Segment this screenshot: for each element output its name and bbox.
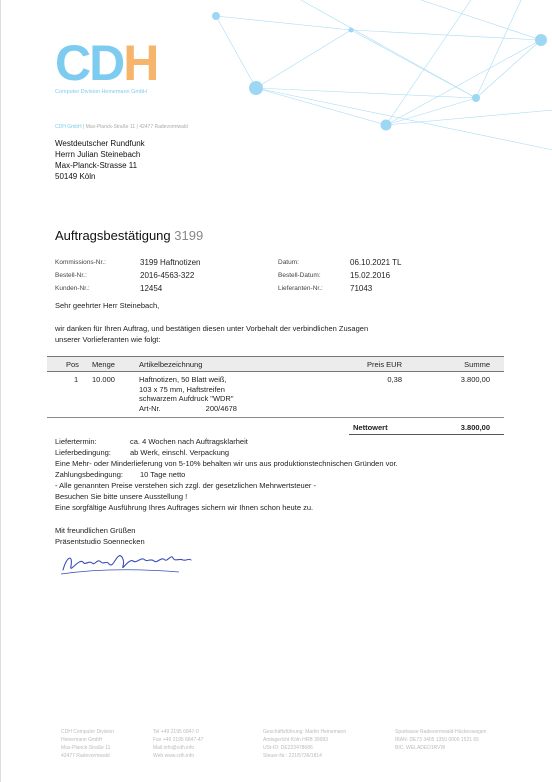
meta-label: Datum:: [278, 259, 299, 266]
footer-contact: [153, 728, 203, 760]
artnr-value: 200/4678: [205, 403, 237, 413]
net-underline: [349, 434, 504, 435]
footer-line: Tel +49 2195 6847-0: [153, 729, 199, 735]
row-summe: 3.800,00: [460, 375, 490, 384]
footer-line: Web www.cdh.info: [153, 753, 195, 759]
meta-value: 71043: [350, 284, 373, 293]
header-summe: Summe: [464, 360, 490, 369]
terms-block: [55, 436, 398, 513]
items-table: [47, 356, 504, 420]
closing-line: Präsentstudio Soennecken: [55, 537, 145, 546]
document-number: 3199: [174, 228, 204, 243]
row-preis: 0,38: [387, 375, 402, 384]
term-value: 10 Tage netto: [140, 470, 186, 479]
term-label: Zahlungsbedingung:: [55, 470, 123, 479]
term-line: [55, 469, 398, 480]
footer-line: Geschäftsführung: Martin Heinemann: [263, 729, 347, 735]
recipient-line: 50149 Köln: [55, 172, 96, 181]
artnr-label: Art-Nr.: [139, 403, 161, 413]
meta-label: Lieferanten-Nr.:: [278, 285, 323, 292]
meta-value: 2016-4563-322: [140, 271, 195, 280]
sender-line: [55, 124, 188, 130]
meta-label: Bestell-Nr.:: [55, 272, 87, 279]
handwritten-signature: [59, 548, 199, 578]
term-line: [55, 436, 398, 447]
meta-label: Kommissions-Nr.:: [55, 259, 106, 266]
recipient-address: [55, 138, 145, 182]
desc-line: Haftnotizen, 50 Blatt weiß,: [139, 375, 227, 384]
desc-line: [139, 404, 237, 414]
header-preis: Preis EUR: [366, 360, 402, 369]
header-pos: Pos: [66, 360, 79, 369]
meta-label: Kunden-Nr.:: [55, 285, 90, 292]
term-line: - Alle genannten Preise verstehen sich zzgl. der gesetzlichen Mehrwertsteuer -: [55, 481, 316, 490]
meta-value: 3199 Haftnotizen: [140, 258, 201, 267]
meta-right-values: [350, 256, 401, 295]
desc-line: schwarzem Aufdruck "WDR": [139, 394, 234, 403]
term-value: ca. 4 Wochen nach Auftragsklarheit: [130, 437, 248, 446]
logo-letter-h: H: [123, 35, 158, 91]
term-line: Besuchen Sie bitte unsere Ausstellung !: [55, 492, 188, 501]
logo-letters-cd: CD: [55, 35, 124, 91]
footer-bank: [395, 728, 486, 752]
intro-line: wir danken für Ihren Auftrag, und bestätigen diesen unter Vorbehalt der verbindlichen Zusagen: [55, 324, 369, 333]
recipient-line: Westdeutscher Rundfunk: [55, 139, 145, 148]
footer-legal: [263, 728, 346, 760]
sender-address: | Max-Planck-Straße 11 | 42477 Radevormwald: [83, 124, 188, 130]
logo-subtitle: Computer Division Heinemann GmbH: [55, 89, 148, 95]
footer-line: Heinemann GmbH: [61, 737, 103, 743]
row-description: [139, 375, 237, 413]
meta-label: Bestell-Datum:: [278, 272, 321, 279]
footer-company: [61, 728, 114, 760]
document-title: [55, 228, 203, 243]
footer-line: Amtsgericht Köln HRB 39993: [263, 737, 329, 743]
meta-right-labels: [278, 256, 323, 295]
footer-line: Steuer-Nr.: 221/5736/1814: [263, 753, 322, 759]
sender-company: CDH GmbH: [55, 124, 82, 130]
footer-line: Max-Planck-Straße 11: [61, 745, 111, 751]
footer-line: Fax +49 2195 6847-47: [153, 737, 204, 743]
footer-line: Mail info@cdh.info: [153, 745, 195, 751]
intro-text: [55, 323, 368, 345]
net-label: Nettowert: [353, 423, 388, 432]
term-line: Eine sorgfältige Ausführung Ihres Auftrages sichern wir Ihnen schon heute zu.: [55, 503, 314, 512]
recipient-line: Max-Planck-Strasse 11: [55, 161, 138, 170]
meta-value: 15.02.2016: [350, 271, 391, 280]
net-value: 3.800,00: [460, 423, 490, 432]
footer-line: IBAN: DE73 3405 1350 0000 1521 65: [395, 737, 479, 743]
term-label: Liefertermin:: [55, 437, 97, 446]
row-pos: 1: [74, 375, 79, 384]
recipient-line: Herrn Julian Steinebach: [55, 150, 141, 159]
term-label: Lieferbedingung:: [55, 448, 111, 457]
term-value: ab Werk, einschl. Verpackung: [130, 448, 230, 457]
footer-line: BIC: WELADED1RVW: [395, 745, 446, 751]
row-menge: 10.000: [92, 375, 115, 384]
intro-line: unserer Vorlieferanten wie folgt:: [55, 335, 161, 344]
table-row: [47, 372, 504, 420]
greeting: Sehr geehrter Herr Steinebach,: [55, 301, 160, 310]
closing: [55, 525, 145, 547]
closing-line: Mit freundlichen Grüßen: [55, 526, 136, 535]
footer-line: CDH Computer Division: [61, 729, 115, 735]
header-artikel: Artikelbezeichnung: [139, 360, 203, 369]
meta-value: 12454: [140, 284, 163, 293]
meta-left-values: [140, 256, 201, 295]
footer-line: USt-ID: DE223478686: [263, 745, 313, 751]
footer-line: Sparkasse Radevormwald-Hückeswagen: [395, 729, 487, 735]
footer-line: 42477 Radevormwald: [61, 753, 110, 759]
table-bottom-rule: [47, 417, 504, 418]
desc-line: 103 x 75 mm, Haftstreifen: [139, 384, 225, 394]
meta-left-labels: [55, 256, 106, 295]
term-line: Eine Mehr- oder Minderlieferung von 5-10% behalten wir uns aus produktionstechnischen Gründen vor.: [55, 459, 398, 468]
header-menge: Menge: [92, 360, 115, 369]
title-text: Auftragsbestätigung: [55, 228, 171, 243]
company-logo: [55, 35, 158, 95]
term-line: [55, 447, 398, 458]
meta-value: 06.10.2021 TL: [350, 258, 402, 267]
table-header: [47, 356, 504, 372]
